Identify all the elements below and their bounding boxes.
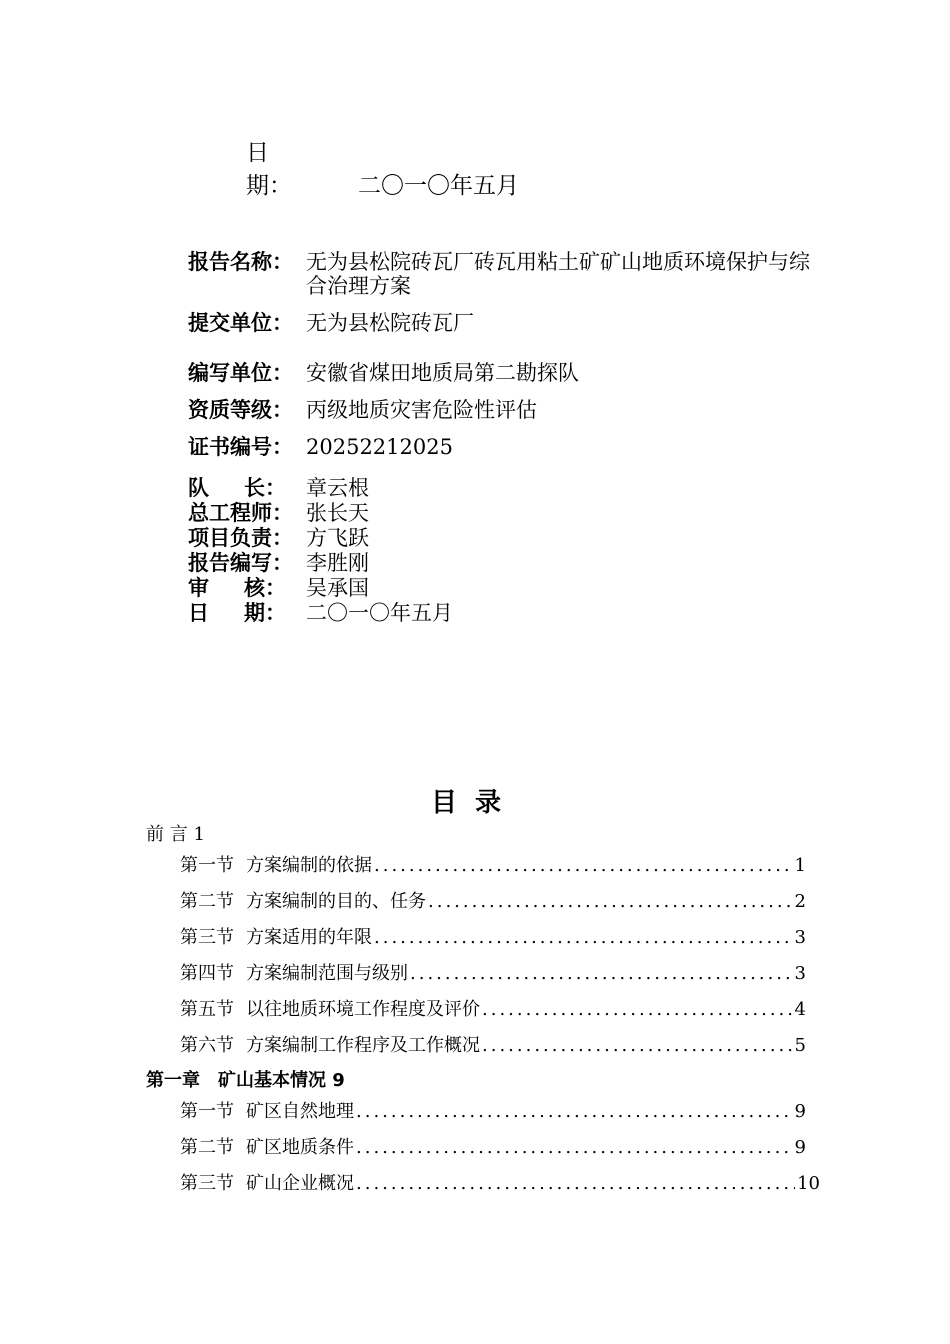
toc-page-number: 5	[794, 1035, 806, 1056]
toc-leader-dots	[356, 1130, 793, 1166]
table-of-contents	[146, 822, 820, 1202]
info-submit-unit: 提交单位： 无为县松院砖瓦厂	[188, 311, 474, 335]
top-date-value: 二〇一〇年五月	[358, 173, 519, 199]
info-report-name: 报告名称： 无为县松院砖瓦厂砖瓦用粘土矿矿山地质环境保护与综合治理方案	[188, 250, 810, 298]
info-certificate: 证书编号： 20252212025	[188, 435, 453, 459]
report-info	[188, 250, 828, 625]
toc-page-number: 1	[794, 855, 806, 876]
toc-entry[interactable]: 第一节 矿区自然地理 ..... 9	[146, 1094, 806, 1130]
toc-entry[interactable]: 第三节 矿山企业概况 ..... 10	[146, 1166, 820, 1202]
toc-page-number: 9	[794, 1137, 806, 1158]
toc-page-number: 3	[794, 927, 806, 948]
staff-project-lead: 项目负责： 方飞跃	[188, 526, 369, 550]
toc-leader-dots	[356, 1166, 795, 1202]
toc-entry[interactable]: 第四节 方案编制范围与级别 ..... 3	[146, 956, 806, 992]
staff-chief-engineer: 总工程师： 张长天	[188, 501, 369, 525]
toc-entry[interactable]: 第六节 方案编制工作程序及工作概况 ..... 5	[146, 1028, 806, 1064]
info-author-unit: 编写单位： 安徽省煤田地质局第二勘探队	[188, 361, 579, 385]
toc-leader-dots	[356, 1094, 793, 1130]
toc-leader-dots	[482, 1028, 793, 1064]
toc-chapter-1[interactable]: 第一章 矿山基本情况 9	[146, 1070, 345, 1091]
toc-page-number: 2	[794, 891, 806, 912]
staff-leader: 队 长： 章云根	[188, 476, 369, 500]
toc-entry[interactable]: 第三节 方案适用的年限 ..... 3	[146, 920, 806, 956]
toc-leader-dots	[374, 848, 793, 884]
toc-leader-dots	[428, 884, 793, 920]
staff-date: 日 期： 二〇一〇年五月	[188, 601, 453, 625]
toc-leader-dots	[374, 920, 793, 956]
toc-entry[interactable]: 第一节 方案编制的依据 ..... 1	[146, 848, 806, 884]
toc-leader-dots	[482, 992, 793, 1028]
toc-page-number: 10	[797, 1173, 820, 1194]
staff-reviewer: 审 核： 吴承国	[188, 576, 369, 600]
toc-title: 目录	[430, 788, 519, 818]
top-date-line	[246, 134, 519, 200]
toc-entry[interactable]: 第二节 方案编制的目的、任务 ..... 2	[146, 884, 806, 920]
toc-page-number: 3	[794, 963, 806, 984]
top-date-label: 日期：	[246, 140, 292, 199]
toc-preface[interactable]: 前 言 1	[146, 824, 205, 845]
toc-page-number: 4	[794, 999, 806, 1020]
staff-writer: 报告编写： 李胜刚	[188, 551, 369, 575]
toc-entry[interactable]: 第五节 以往地质环境工作程度及评价 ..... 4	[146, 992, 806, 1028]
info-qualification: 资质等级： 丙级地质灾害危险性评估	[188, 398, 537, 422]
toc-entry[interactable]: 第二节 矿区地质条件 ..... 9	[146, 1130, 806, 1166]
toc-page-number: 9	[794, 1101, 806, 1122]
toc-leader-dots	[410, 956, 793, 992]
